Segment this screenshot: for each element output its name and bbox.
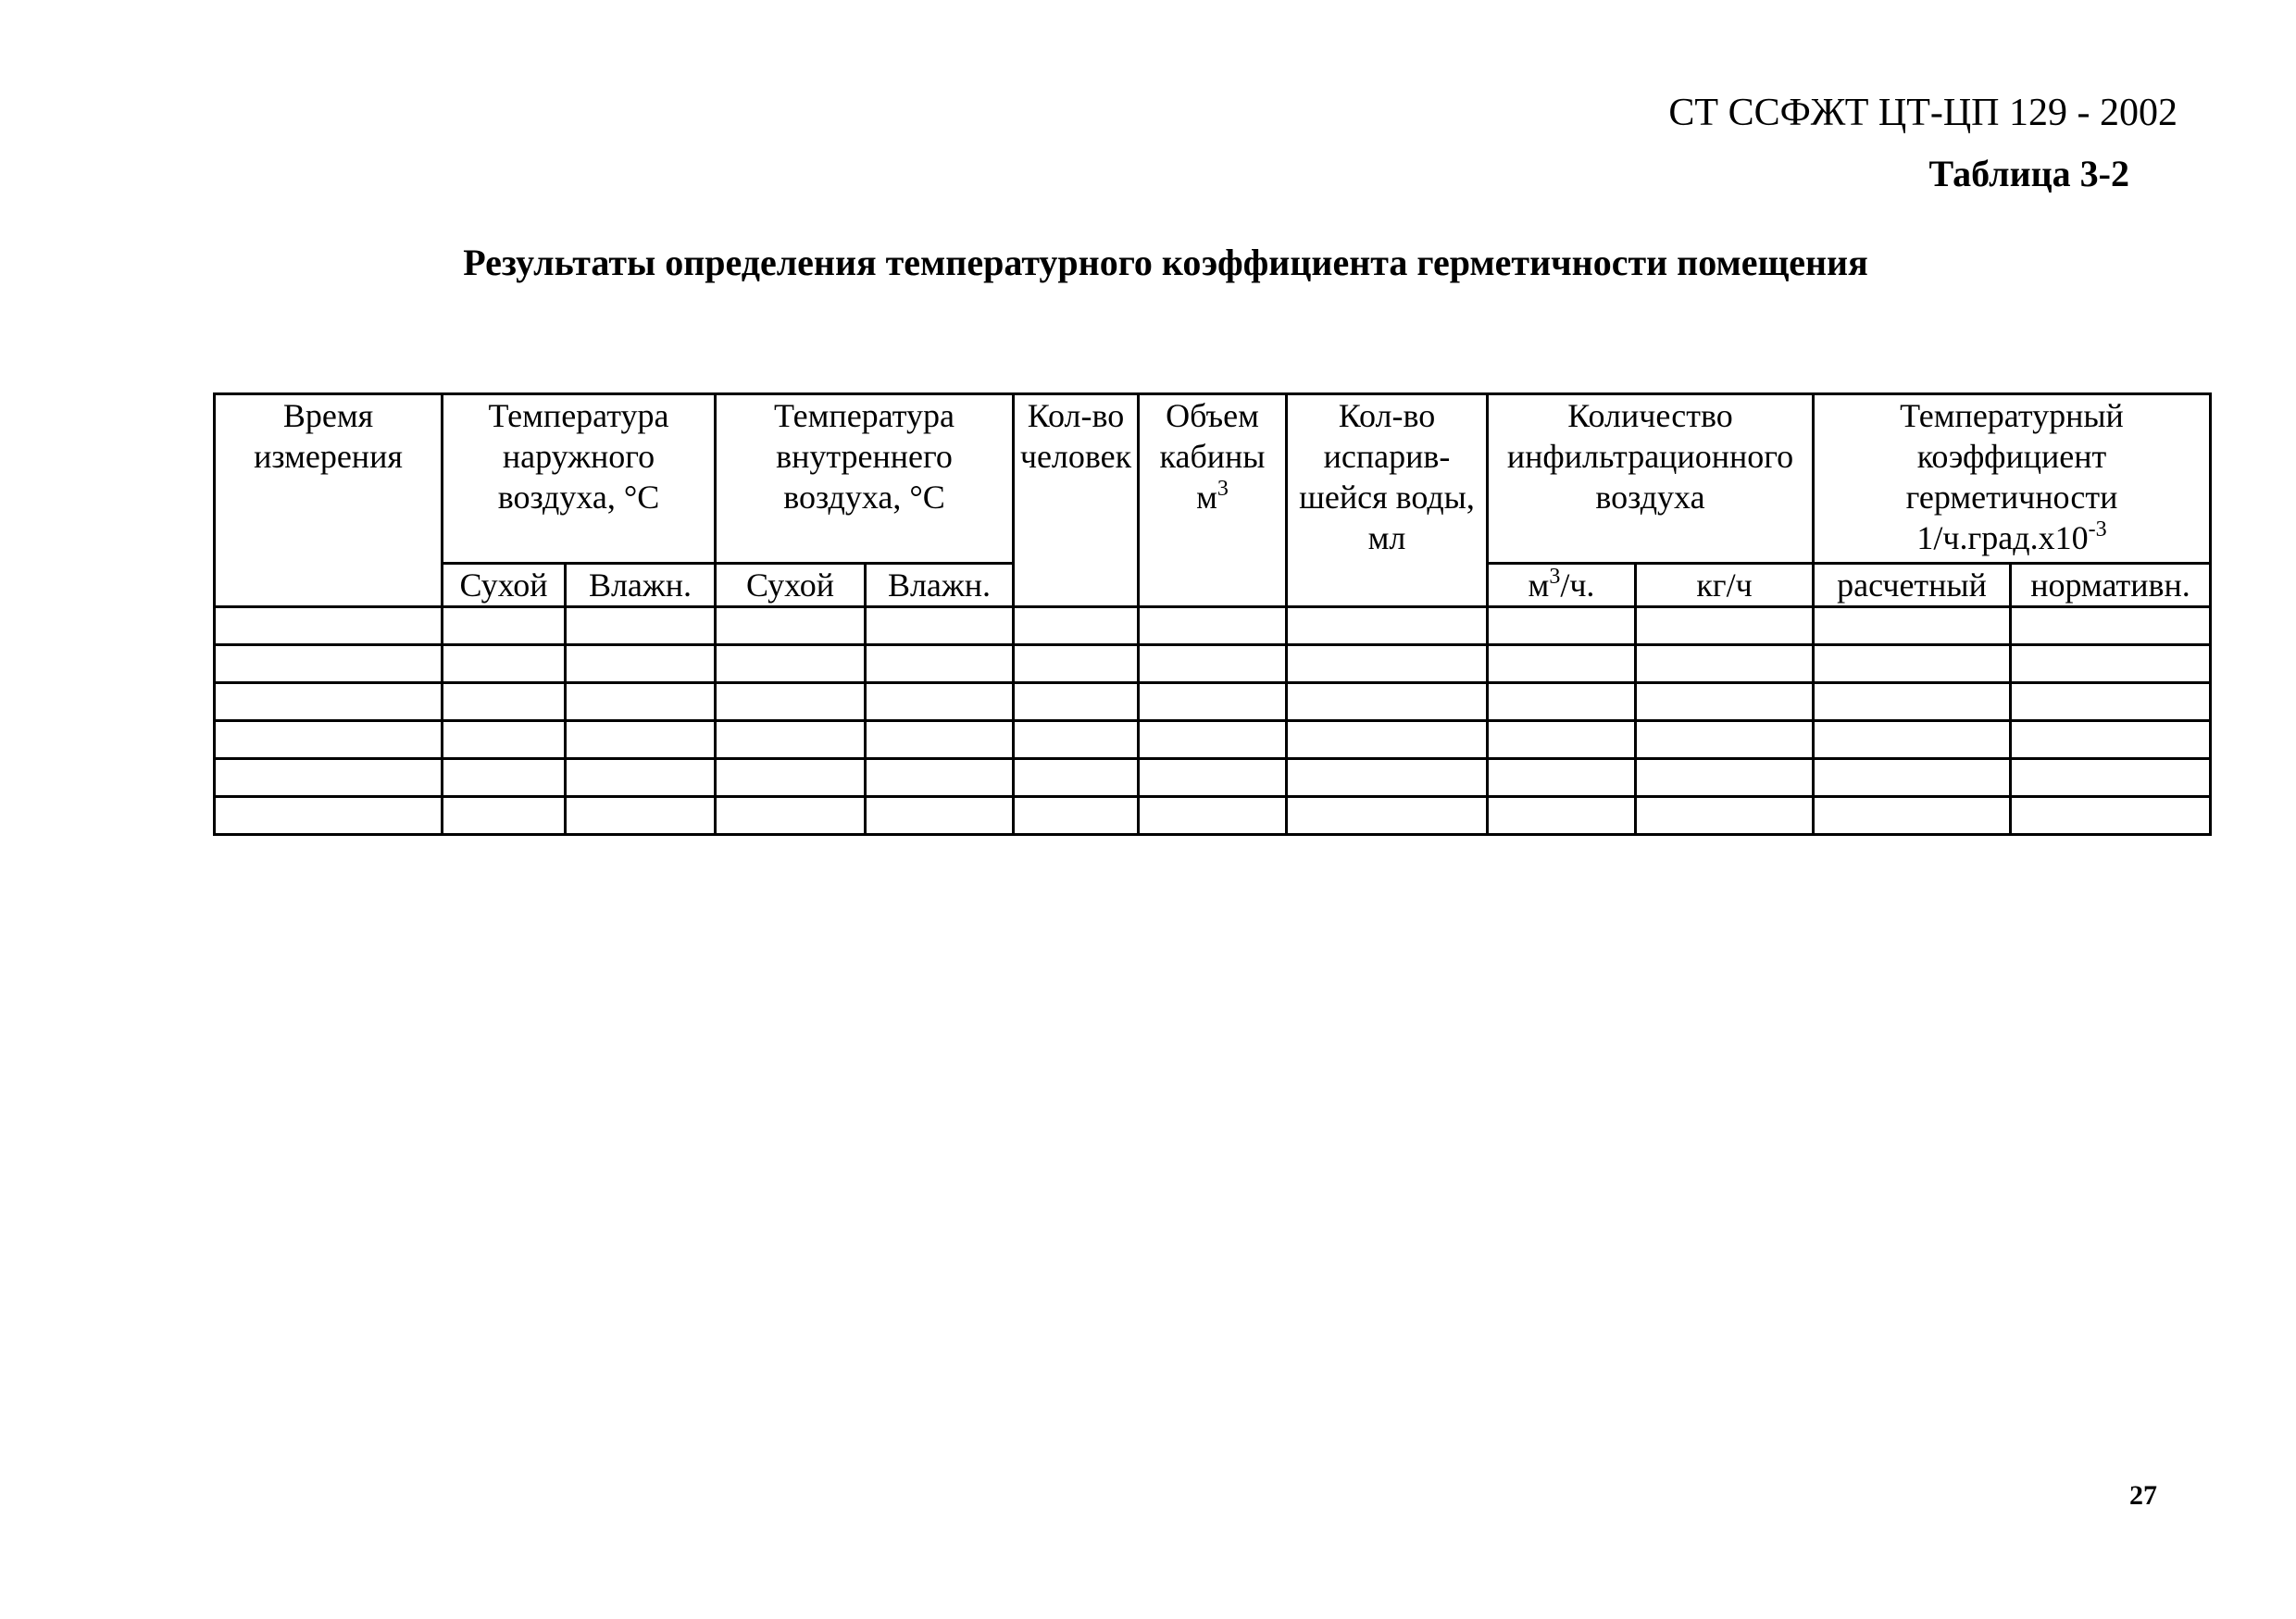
table-cell (215, 721, 443, 759)
table-cell (1139, 721, 1287, 759)
document-code: СТ ССФЖТ ЦТ-ЦП 129 - 2002 (1668, 92, 2177, 134)
table-cell (1139, 645, 1287, 683)
table-cell (443, 645, 566, 683)
table-cell (443, 759, 566, 797)
subheader-indoor-dry: Сухой (716, 564, 866, 607)
table-cell (716, 683, 866, 721)
table-cell (566, 721, 716, 759)
table-cell (1287, 721, 1488, 759)
table-cell (1488, 607, 1636, 645)
table-cell (1488, 721, 1636, 759)
table-cell (1287, 645, 1488, 683)
table-row (215, 607, 2211, 645)
table-cell (215, 645, 443, 683)
table-cell (2011, 759, 2211, 797)
table-cell (716, 607, 866, 645)
table-cell (1287, 683, 1488, 721)
table-cell (1814, 683, 2011, 721)
subheader-outdoor-dry: Сухой (443, 564, 566, 607)
header-evaporated-water: Кол-во испарив- шейся воды, мл (1287, 394, 1488, 607)
table-cell (1488, 797, 1636, 835)
table-body (215, 607, 2211, 835)
table-row (215, 797, 2211, 835)
table-cell (1139, 797, 1287, 835)
table-cell (1814, 721, 2011, 759)
table-cell (716, 721, 866, 759)
table-cell (215, 759, 443, 797)
table-cell (566, 607, 716, 645)
header-infiltration-air: Количество инфильтрационного воздуха (1488, 394, 1814, 564)
subheader-calculated: расчетный (1814, 564, 2011, 607)
table-cell (1814, 797, 2011, 835)
table-cell (2011, 797, 2211, 835)
table-cell (1014, 759, 1139, 797)
subheader-flow-m3h: $м^3/ч$. (1488, 564, 1636, 607)
table-cell (566, 797, 716, 835)
table-cell (1488, 683, 1636, 721)
table-cell (1014, 645, 1139, 683)
table-cell (1287, 759, 1488, 797)
table-cell (1636, 797, 1814, 835)
table-cell (1014, 683, 1139, 721)
table-cell (443, 683, 566, 721)
table-cell (443, 721, 566, 759)
subheader-flow-kgh: кг/ч (1636, 564, 1814, 607)
table-cell (1488, 645, 1636, 683)
table-cell (1287, 607, 1488, 645)
header-row (215, 394, 2211, 564)
table-cell (866, 683, 1014, 721)
table-cell (566, 645, 716, 683)
table-cell (716, 797, 866, 835)
subheader-indoor-wet: Влажн. (866, 564, 1014, 607)
table-title: Результаты определения температурного коэффициента герметичности помещения (463, 242, 1868, 283)
header-indoor-temp: Температура внутреннего воздуха, °С (716, 394, 1014, 564)
table-cell (566, 683, 716, 721)
table-cell (1488, 759, 1636, 797)
header-cabin-volume: Объем кабины $м^3$ (1139, 394, 1287, 607)
table-cell (1636, 683, 1814, 721)
table-cell (866, 607, 1014, 645)
table-cell (716, 645, 866, 683)
header-outdoor-temp: Температура наружного воздуха, °С (443, 394, 716, 564)
table-label: Таблица 3-2 (1928, 153, 2129, 194)
table-cell (1014, 721, 1139, 759)
table-cell (215, 607, 443, 645)
table-cell (866, 645, 1014, 683)
table-cell (2011, 645, 2211, 683)
table-cell (866, 759, 1014, 797)
header-temperature-coefficient: Температурный коэффициент герметичности $1/ч.град.х10^{-3}$ (1814, 394, 2211, 564)
table-cell (1814, 759, 2011, 797)
table-cell (566, 759, 716, 797)
table-cell (1636, 721, 1814, 759)
table-cell (1139, 607, 1287, 645)
table-row (215, 721, 2211, 759)
table-cell (2011, 683, 2211, 721)
table-cell (1139, 759, 1287, 797)
subheader-outdoor-wet: Влажн. (566, 564, 716, 607)
table-cell (866, 797, 1014, 835)
subheader-normative: нормативн. (2011, 564, 2211, 607)
table-cell (1636, 607, 1814, 645)
table-cell (2011, 721, 2211, 759)
header-people-count: Кол-во человек (1014, 394, 1139, 607)
table-cell (1014, 607, 1139, 645)
table-cell (2011, 607, 2211, 645)
table-cell (215, 797, 443, 835)
table-cell (443, 797, 566, 835)
table-row (215, 683, 2211, 721)
table-row (215, 645, 2211, 683)
table-cell (866, 721, 1014, 759)
header-time: Время измерения (215, 394, 443, 607)
table-cell (1636, 759, 1814, 797)
table-cell (1636, 645, 1814, 683)
table-cell (1139, 683, 1287, 721)
table-row (215, 759, 2211, 797)
results-table (213, 392, 2212, 836)
page-number: 27 (2129, 1480, 2157, 1511)
table-cell (1287, 797, 1488, 835)
table-cell (215, 683, 443, 721)
table-cell (716, 759, 866, 797)
table-cell (1014, 797, 1139, 835)
table-cell (1814, 607, 2011, 645)
table-cell (443, 607, 566, 645)
table-cell (1814, 645, 2011, 683)
